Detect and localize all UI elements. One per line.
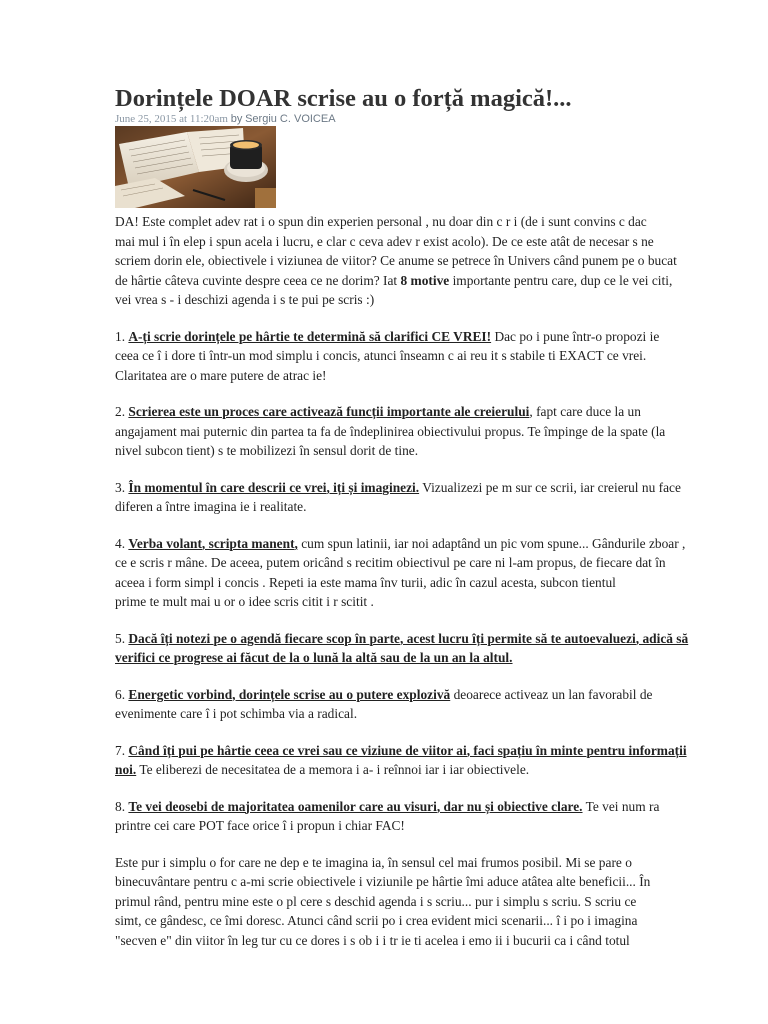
paragraph-reason-2	[115, 402, 666, 461]
text-line: ceea ce î i dore ti într-un mod simplu i concis, atunci înseamn c ai reu it s stabile ti EXACT ce vrei.	[115, 348, 647, 363]
text-line: scriem dorin ele, obiectivele i viziunea de viitor? Ce anume se petrece în Univers când punem pe o bucat	[115, 253, 677, 268]
text-line	[115, 685, 655, 705]
notebook-coffee-photo	[115, 126, 276, 208]
bold-phrase: Te vei deosebi de majoritatea oamenilor care au visuri, dar nu și obiective clare.	[128, 798, 583, 814]
text-span: Te vei num ra	[582, 798, 660, 814]
text-line: evenimente care î i pot schimba via a radical.	[115, 706, 358, 721]
item-number: 3.	[115, 479, 129, 495]
item-number: 2.	[115, 404, 129, 419]
paragraph-reason-6	[115, 685, 655, 724]
article-image	[115, 126, 276, 208]
text-span: cum spun latinii, iar noi adaptând un pic vom spune... Gândurile zboar ,	[297, 535, 686, 551]
text-line	[115, 741, 687, 761]
byline-by: by	[230, 113, 243, 125]
text-line	[115, 271, 673, 291]
bold-phrase: Dacă îți notezi pe o agendă fiecare scop în parte, acest lucru îți permite să te autoevaluezi, adică să	[128, 630, 689, 646]
text-line: binecuvântare pentru c a-mi scrie obiectivele i viziunile pe hârtie îmi aduce atâtea alte beneficii... În	[115, 874, 651, 889]
bold-phrase: Când îți pui pe hârtie ceea ce vrei sau ce viziune de viitor ai, faci spațiu în minte pentru informații	[128, 742, 687, 758]
item-number: 6.	[115, 686, 129, 702]
text-line: Claritatea are o mare putere de atrac ie!	[115, 367, 327, 383]
author-name: Sergiu C. VOICEA	[245, 113, 336, 125]
bold-phrase: Verba volant, scripta manent,	[128, 535, 298, 551]
text-line: vei vrea s - i deschizi agenda i s te pui pe scris :)	[115, 292, 375, 307]
paragraph-reason-8	[115, 797, 660, 836]
post-date: June 25, 2015 at 11:20am	[115, 113, 228, 125]
text-line: "secven e" din viitor în leg tur cu ce dores i s ob i i tr ie ti acelea i emo ii i bucurii ca i când totul	[115, 932, 630, 948]
bold-phrase: noi.	[115, 762, 137, 777]
text-line: printre cei care POT face orice î i propun i chiar FAC!	[115, 818, 405, 833]
paragraph-reason-7	[115, 741, 687, 780]
text-line: aceea i form simpl i concis . Repeti ia este mama înv turii, adic în cazul acesta, subcon tientul	[115, 574, 616, 590]
bold-phrase: A-ți scrie dorințele pe hârtie te determină să clarifici CE VREI!	[128, 328, 492, 344]
item-number: 4.	[115, 535, 129, 551]
bold-phrase: verifici ce progrese ai făcut de la o lună la altă sau de la un an la altul.	[115, 650, 513, 665]
text-line	[115, 629, 689, 649]
article-title: Dorințele DOAR scrise au o forță magică!...	[115, 85, 572, 112]
byline	[115, 112, 336, 126]
text-line	[115, 327, 660, 347]
text-span: deoarece activeaz un lan favorabil de	[450, 686, 653, 702]
bold-phrase: În momentul în care descrii ce vrei, iți și imaginezi.	[128, 479, 420, 495]
text-line: DA! Este complet adev rat i o spun din experien personal , nu doar din c r i (de i sunt convins c dac	[115, 214, 647, 229]
item-number: 7.	[115, 742, 129, 758]
article-body	[115, 212, 689, 967]
text-line	[115, 534, 686, 554]
text-line: ce e scris r mâne. De aceea, putem oricând s recitim obiectivul pe care ni l-am propus, de fiecare dat în	[115, 555, 666, 570]
text-line: primul rând, pentru mine este o pl cere s deschid agenda i s scriu... pur i simplu s scriu. S scriu ce	[115, 893, 637, 909]
text-line	[115, 648, 655, 668]
text-span: Dac po i pune într-o propozi ie	[491, 328, 660, 344]
text-span: Te eliberezi de necesitatea de a memora i a- i reînnoi iar i iar obiectivele.	[136, 762, 530, 777]
text-line: Este pur i simplu o for care ne dep e te imagina ia, în sensul cel mai frumos posibil. Mi se pare o	[115, 854, 632, 870]
text-line: simt, ce gândesc, ce îmi doresc. Atunci când scrii po i crea evident mici scenarii... î i po i imagina	[115, 913, 638, 928]
item-number: 8.	[115, 798, 129, 814]
bold-phrase: Energetic vorbind, dorințele scrise au o putere explozivă	[128, 686, 451, 702]
paragraph-reason-5	[115, 629, 689, 668]
paragraph-conclusion	[115, 853, 655, 951]
text-line	[115, 478, 681, 498]
text-span: , fapt care duce la un	[529, 404, 641, 419]
text-line: angajament mai puternic din partea ta fa de îndeplinirea obiectivului propus. Te împinge de la spate (la	[115, 423, 666, 439]
bold-phrase: 8 motive	[400, 272, 450, 288]
text-line	[115, 402, 655, 422]
text-span: Vizualizezi pe m sur ce scrii, iar creierul nu face	[419, 479, 681, 495]
paragraph-intro	[115, 212, 677, 310]
item-number: 5.	[115, 630, 129, 646]
item-number: 1.	[115, 328, 129, 344]
bold-phrase: Scrierea este un proces care activează funcții importante ale creierului	[128, 404, 530, 419]
text-line	[115, 760, 655, 780]
text-line: nivel subcon tient) s te mobilizezi în sensul dorit de tine.	[115, 443, 419, 458]
text-span: de hârtie câteva cuvinte despre ceea ce ne dorim? Iat	[115, 272, 401, 288]
text-span: importante pentru care, dup ce le vei citi,	[449, 272, 673, 288]
paragraph-reason-4	[115, 534, 686, 612]
text-line: prime te mult mai u or o idee scris citit i r scitit .	[115, 594, 374, 609]
paragraph-reason-3	[115, 478, 681, 517]
text-line	[115, 797, 660, 817]
text-line: mai mul i în elep i spun acela i lucru, e clar c ceva adev r exist acolo). De ce este atât de necesar s ne	[115, 233, 654, 249]
text-line: diferen a între imagina ie i realitate.	[115, 499, 307, 514]
paragraph-reason-1	[115, 327, 660, 386]
